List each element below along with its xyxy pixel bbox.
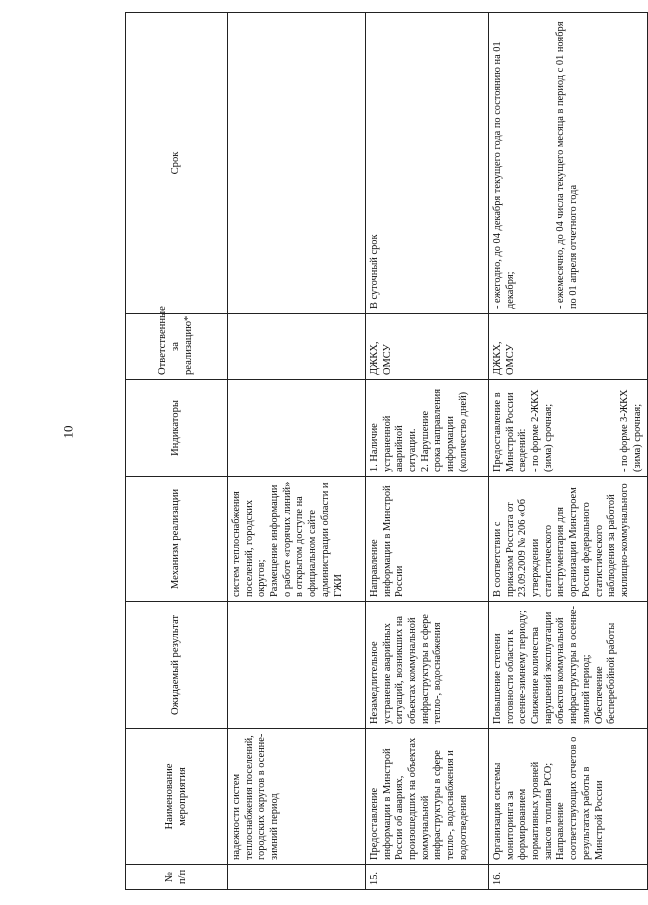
cell-name: Предоставление информации в Минстрой России об авариях, произошедших на объектах коммунальной инфраструктуры в сфере тепло-, водоснабжения и водоотведения	[366, 729, 489, 865]
page-number: 10	[60, 425, 75, 439]
cell-responsible: ДЖКХ, ОМСУ	[366, 314, 489, 380]
cell-term	[228, 13, 366, 314]
table-row	[366, 13, 489, 890]
cell-mechanism: Направление информации в Минстрой России	[366, 477, 489, 602]
header-result: Ожидаемый результат	[126, 602, 228, 729]
header-num: № п/п	[126, 865, 228, 890]
header-mechanism: Механизм реализации	[126, 477, 228, 602]
cell-responsible	[228, 314, 366, 380]
cell-mechanism: В соответствии с приказом Росстата от 23.09.2009 № 206 «Об утверждении статистического инструментария для организации Минстроем России федерального статистического наблюдения за работой жилищно-коммунального	[489, 477, 648, 602]
cell-num: 15.	[366, 865, 489, 890]
header-indicators: Индикаторы	[126, 380, 228, 477]
table-row	[489, 13, 648, 890]
cell-result: Незамедлительное устранение аварийных ситуаций, возникших на объектах коммунальной инфраструктуры в сфере тепло-, водоснабжения	[366, 602, 489, 729]
cell-indicators: Предоставление в Минстрой России сведений: - по форме 2-ЖКХ (зима) срочная; - по форме 3-ЖКХ (зима) срочная;	[489, 380, 648, 477]
cell-term: В суточный срок	[366, 13, 489, 314]
cell-term: - ежегодно, до 04 декабря текущего года по состоянию на 01 декабря; - ежемесячно, до 04 числа текущего месяца в период с 01 ноября по 01 апреля отчетного года	[489, 13, 648, 314]
cell-name: надежности систем теплоснабжения поселений, городских округов в осенне-зимний период	[228, 729, 366, 865]
table-row	[228, 13, 366, 890]
cell-indicators: 1. Наличие устраненной аварийной ситуации. 2. Нарушение срока направления информации (количество дней)	[366, 380, 489, 477]
header-term: Срок	[126, 13, 228, 314]
header-row	[126, 13, 228, 890]
cell-responsible: ДЖКХ, ОМСУ	[489, 314, 648, 380]
header-name: Наименование мероприятия	[126, 729, 228, 865]
rotated-table-wrapper	[125, 13, 643, 890]
cell-result: Повышение степени готовности области к осенне-зимнему периоду; Снижение количества нарушений эксплуатации объектов коммунальной инфраструктуры в осенне-зимний период; Обеспечение бесперебойной работы	[489, 602, 648, 729]
cell-num: 16.	[489, 865, 648, 890]
cell-num	[228, 865, 366, 890]
rotated-content	[125, 13, 643, 890]
header-responsible: Ответственные за реализацию*	[126, 314, 228, 380]
cell-result	[228, 602, 366, 729]
measures-table	[125, 12, 648, 890]
cell-indicators	[228, 380, 366, 477]
cell-name: Организация системы мониторинга за формированием нормативных уровней запасов топлива РСО; Направление соответствующих отчетов о результатах работы в Минстрой России	[489, 729, 648, 865]
cell-mechanism: систем теплоснабжения поселений, городских округов; Размещение информации о работе «горячих линий» в открытом доступе на официальном сайте администрации области и ГЖИ	[228, 477, 366, 602]
